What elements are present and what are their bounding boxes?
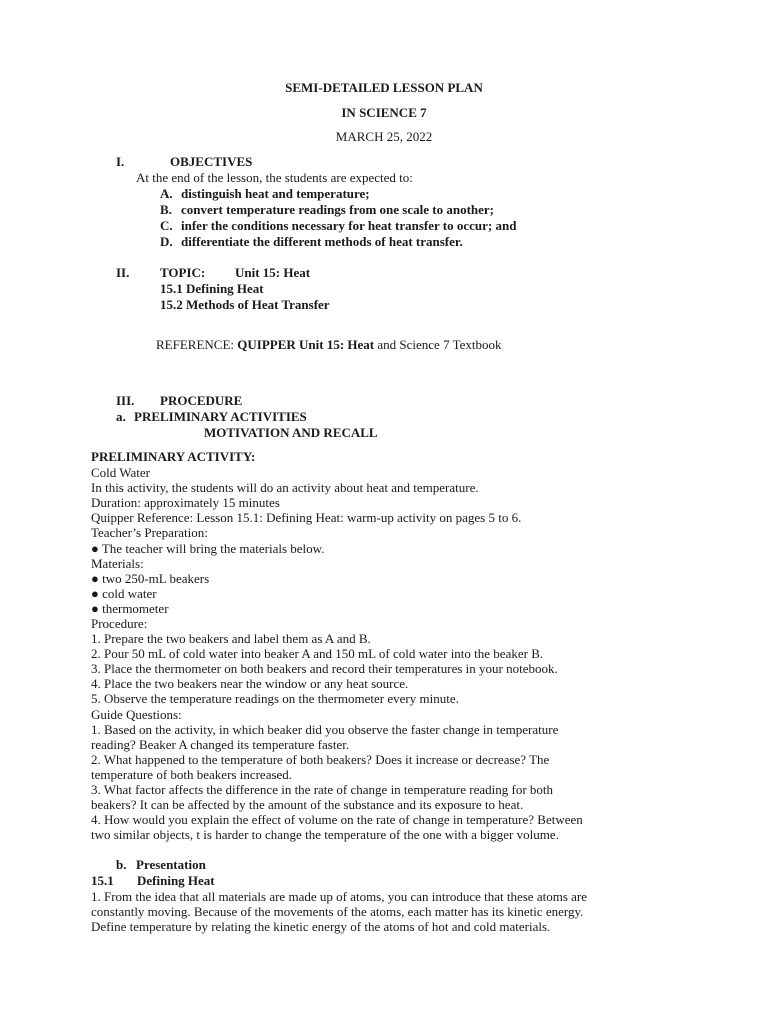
activity-heading: PRELIMINARY ACTIVITY: bbox=[91, 449, 256, 464]
topic-subtopic: 15.1 Defining Heat bbox=[160, 281, 264, 296]
guide-question: 4. How would you explain the effect of volume on the rate of change in temperature? Between bbox=[91, 812, 583, 827]
section-number: 15.1 bbox=[91, 873, 114, 888]
activity-line: Cold Water bbox=[91, 465, 151, 480]
activity-line: In this activity, the students will do an activity about heat and temperature. bbox=[91, 480, 479, 495]
procedure-step: 2. Pour 50 mL of cold water into beaker A and 150 mL of cold water into the beaker B. bbox=[91, 646, 544, 661]
document-date: MARCH 25, 2022 bbox=[335, 129, 433, 144]
presentation-heading: Presentation bbox=[136, 857, 206, 872]
guide-question: 2. What happened to the temperature of both beakers? Does it increase or decrease? The bbox=[91, 752, 550, 767]
procedure-number: III. bbox=[116, 393, 135, 408]
guide-question: temperature of both beakers increased. bbox=[91, 767, 293, 782]
activity-line: Materials: bbox=[91, 556, 144, 571]
presentation-label: b. bbox=[116, 857, 127, 872]
topic-subtopic: 15.2 Methods of Heat Transfer bbox=[160, 297, 330, 312]
presentation-line: constantly moving. Because of the movements of the atoms, each matter has its kinetic energy. bbox=[91, 904, 584, 919]
section-title: Defining Heat bbox=[137, 873, 215, 888]
activity-line: Guide Questions: bbox=[91, 707, 182, 722]
procedure-step: 1. Prepare the two beakers and label them as A and B. bbox=[91, 631, 371, 646]
reference-source: QUIPPER Unit 15: Heat bbox=[237, 337, 375, 352]
activity-line: Teacher’s Preparation: bbox=[91, 525, 208, 540]
document-subtitle: IN SCIENCE 7 bbox=[341, 105, 427, 120]
objectives-number: I. bbox=[116, 154, 125, 169]
objective-letter: A. bbox=[160, 186, 173, 201]
procedure-step: 3. Place the thermometer on both beakers and record their temperatures in your notebook. bbox=[91, 661, 558, 676]
procedure-step: 4. Place the two beakers near the window or any heat source. bbox=[91, 676, 409, 691]
topic-value: Unit 15: Heat bbox=[235, 265, 311, 280]
procedure-heading: PROCEDURE bbox=[160, 393, 243, 408]
reference-label: REFERENCE: bbox=[156, 337, 235, 352]
guide-question: 3. What factor affects the difference in the rate of change in temperature reading for both bbox=[91, 782, 554, 797]
reference-rest: and Science 7 Textbook bbox=[377, 337, 502, 352]
material-bullet: ● cold water bbox=[91, 586, 157, 601]
presentation-line: 1. From the idea that all materials are made up of atoms, you can introduce that these atoms are bbox=[91, 889, 587, 904]
preliminary-label: a. bbox=[116, 409, 126, 424]
objective-letter: C. bbox=[160, 218, 173, 233]
activity-line: Procedure: bbox=[91, 616, 148, 631]
activity-line: Duration: approximately 15 minutes bbox=[91, 495, 280, 510]
activity-line: Quipper Reference: Lesson 15.1: Defining Heat: warm-up activity on pages 5 to 6. bbox=[91, 510, 522, 525]
procedure-step: 5. Observe the temperature readings on the thermometer every minute. bbox=[91, 691, 459, 706]
objective-item: convert temperature readings from one scale to another; bbox=[181, 202, 495, 217]
document-title: SEMI-DETAILED LESSON PLAN bbox=[285, 80, 483, 95]
presentation-line: Define temperature by relating the kinetic energy of the atoms of hot and cold materials. bbox=[91, 919, 551, 934]
material-bullet: ● two 250-mL beakers bbox=[91, 571, 210, 586]
objective-item: distinguish heat and temperature; bbox=[181, 186, 370, 201]
topic-number: II. bbox=[116, 265, 130, 280]
guide-question: 1. Based on the activity, in which beaker did you observe the faster change in temperature bbox=[91, 722, 559, 737]
guide-question: reading? Beaker A changed its temperature faster. bbox=[91, 737, 350, 752]
objective-letter: B. bbox=[160, 202, 172, 217]
activity-bullet: ● The teacher will bring the materials below. bbox=[91, 541, 325, 556]
guide-question: two similar objects, t is harder to change the temperature of the one with a bigger volume. bbox=[91, 827, 559, 842]
preliminary-heading: PRELIMINARY ACTIVITIES bbox=[134, 409, 307, 424]
motivation-heading: MOTIVATION AND RECALL bbox=[204, 425, 378, 440]
reference-line bbox=[156, 337, 502, 352]
objective-letter: D. bbox=[160, 234, 173, 249]
objective-item: differentiate the different methods of heat transfer. bbox=[181, 234, 463, 249]
topic-label: TOPIC: bbox=[160, 265, 206, 280]
guide-question: beakers? It can be affected by the amount of the substance and its exposure to heat. bbox=[91, 797, 524, 812]
objective-item: infer the conditions necessary for heat transfer to occur; and bbox=[181, 218, 517, 233]
objectives-intro: At the end of the lesson, the students are expected to: bbox=[136, 170, 413, 185]
objectives-heading: OBJECTIVES bbox=[170, 154, 253, 169]
material-bullet: ● thermometer bbox=[91, 601, 169, 616]
